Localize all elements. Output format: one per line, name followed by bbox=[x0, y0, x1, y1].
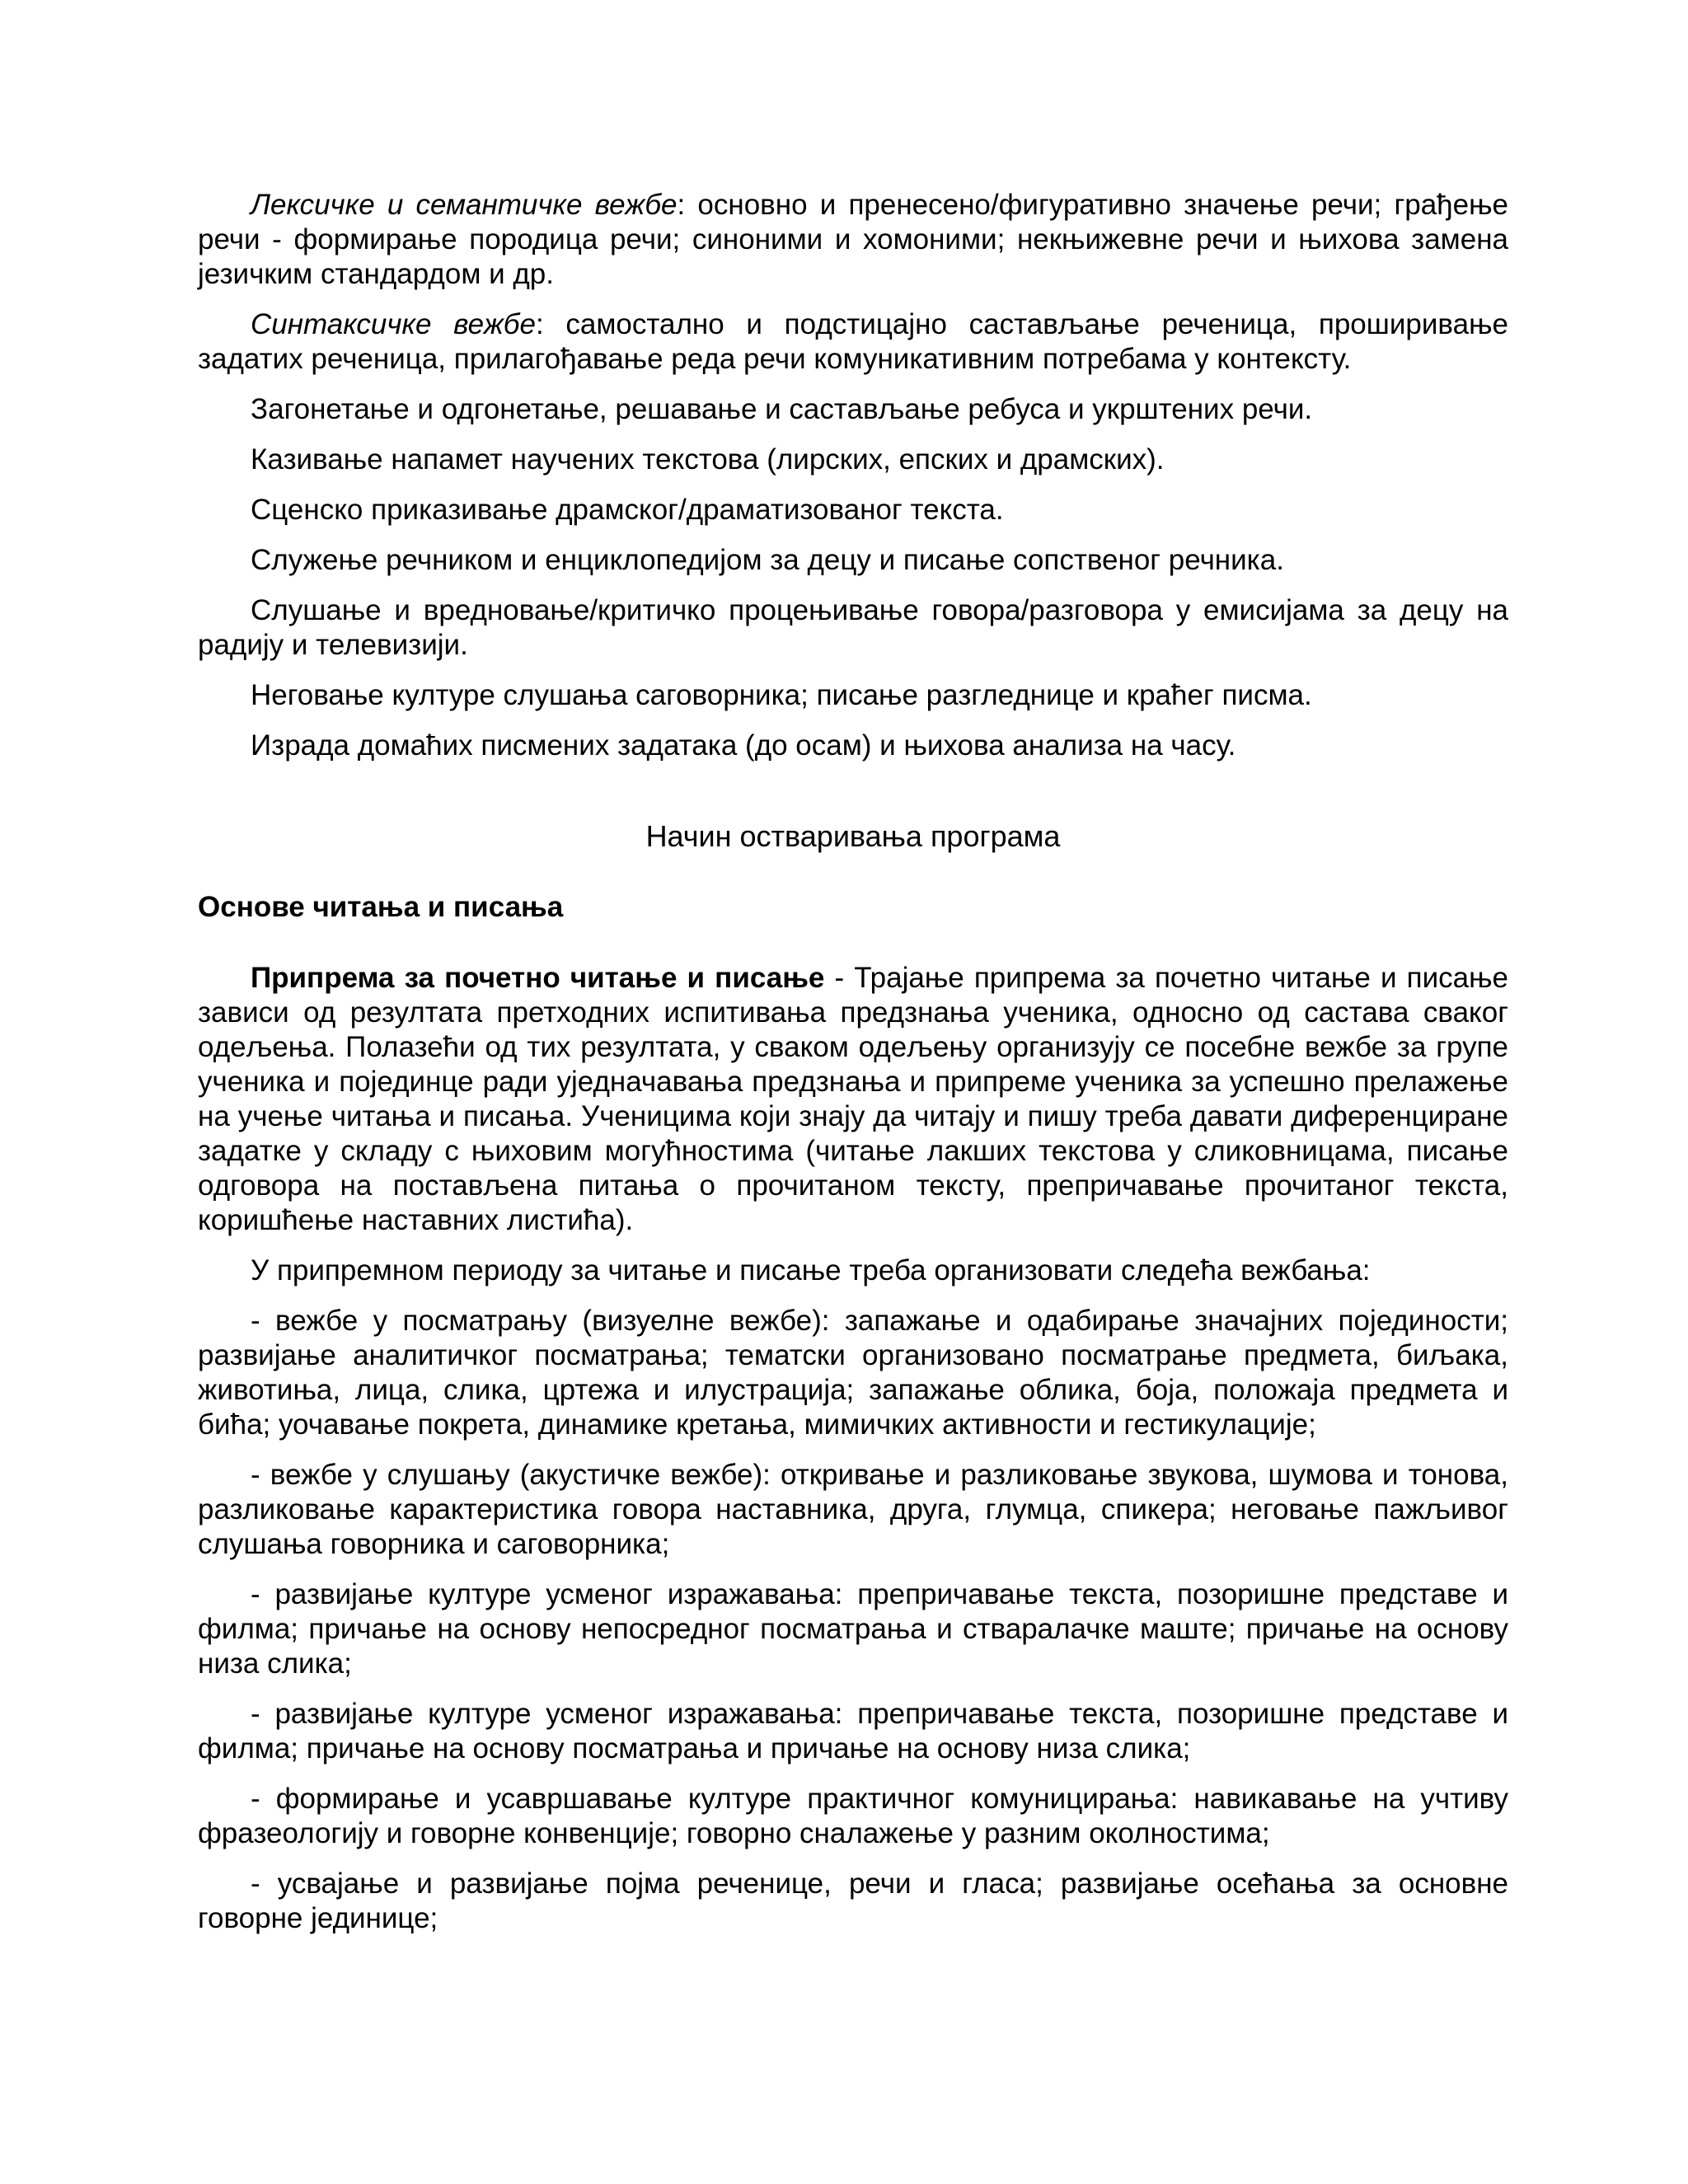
list-item: - развијање културе усменог изражавања: препричавање текста, позоришне представе и филма; причање на основу посматрања и причање на основу низа слика; bbox=[198, 1698, 1508, 1765]
paragraph-stage-performance: Сценско приказивање драмског/драматизованог текста. bbox=[251, 494, 1004, 526]
paragraph-syntax-exercises bbox=[198, 307, 1508, 377]
paragraph-exercises-intro: У припремном периоду за читање и писање треба организовати следећа вежбања: bbox=[251, 1254, 1371, 1286]
list-item: - вежбе у посматрању (визуелне вежбе): запажање и одабирање значајних појединости; развијање аналитичког посматрања; тематски организовано посматрање предмета, биљака, животиња, лица, слика, цртежа и илустрација; запажање облика, боја, положаја предмета и бића; уочавање покрета, динамике кретања, мимичких активности и гестикулације; bbox=[198, 1305, 1508, 1441]
paragraph-recitation: Казивање напамет научених текстова (лирских, епских и драмских). bbox=[251, 443, 1165, 476]
paragraph-listening-culture: Неговање културе слушања саговорника; писање разгледнице и краћег писма. bbox=[251, 679, 1312, 711]
paragraph-text: : основно и пренесено/фигуративно значење речи; грађење речи - формирање породица речи; синоними и хомоними; некњижевне речи и њихова замена језичким стандардом и др. bbox=[198, 189, 1508, 290]
subheading: Основе читања и писања bbox=[198, 891, 564, 923]
paragraph-lexical-exercises bbox=[198, 188, 1508, 292]
paragraph-dictionary: Служење речником и енциклопедијом за децу и писање сопственог речника. bbox=[251, 544, 1284, 576]
paragraph-homework: Израда домаћих писмених задатака (до осам) и њихова анализа на часу. bbox=[251, 729, 1236, 762]
paragraph-text: : самостално и подстицајно састављање реченица, проширивање задатих реченица, прилагођавање реда речи комуникативним потребама у контексту. bbox=[198, 308, 1508, 375]
paragraph-riddles: Загонетање и одгонетање, решавање и састављање ребуса и укрштених речи. bbox=[251, 393, 1313, 425]
list-item: - формирање и усавршавање културе практичног комуницирања: навикавање на учтиву фразеологију и говорне конвенције; говорно сналажење у разним околностима; bbox=[198, 1783, 1508, 1849]
paragraph-lead: Синтаксичке вежбе bbox=[251, 308, 536, 340]
list-item: - развијање културе усменог изражавања: препричавање текста, позоришне представе и филма; причање на основу непосредног посматрања и стваралачке маште; причање на основу низа слика; bbox=[198, 1578, 1508, 1680]
document-page bbox=[198, 188, 1508, 1936]
list-item: - усвајање и развијање појма реченице, речи и гласа; развијање осећања за основне говорне јединице; bbox=[198, 1868, 1508, 1934]
paragraph-text: - Трајање припрема за почетно читање и писање зависи од резултата претходних испитивања предзнања ученика, односно од састава сваког одељења. Полазећи од тих резултата, у сваком одељењу организују се посебне вежбе за групе ученика и појединце ради уједначавања предзнања и припреме ученика за успешно прелажење на учење читања и писања. Ученицима који знају да читају и пишу треба давати диференциране задатке у складу с њиховим могућностима (читање лакших текстова у сликовницама, писање одговора на постављена питања о прочитаном тексту, препричавање прочитаног текста, коришћење наставних листића). bbox=[198, 962, 1509, 1236]
section-title: Начин остваривања програма bbox=[645, 819, 1061, 853]
paragraph-listening-media: Слушање и вредновање/критичко процењивање говора/разговора у емисијама за децу на радију и телевизији. bbox=[198, 594, 1508, 661]
paragraph-preparation bbox=[198, 961, 1508, 1238]
list-item: - вежбе у слушању (акустичке вежбе): откривање и разликовање звукова, шумова и тонова, разликовање карактеристика говора наставника, друга, глумца, спикера; неговање пажљивог слушања говорника и саговорника; bbox=[198, 1459, 1508, 1560]
paragraph-lead: Припрема за почетно читање и писање bbox=[251, 962, 825, 994]
paragraph-lead: Лексичке и семантичке вежбе bbox=[251, 189, 678, 221]
